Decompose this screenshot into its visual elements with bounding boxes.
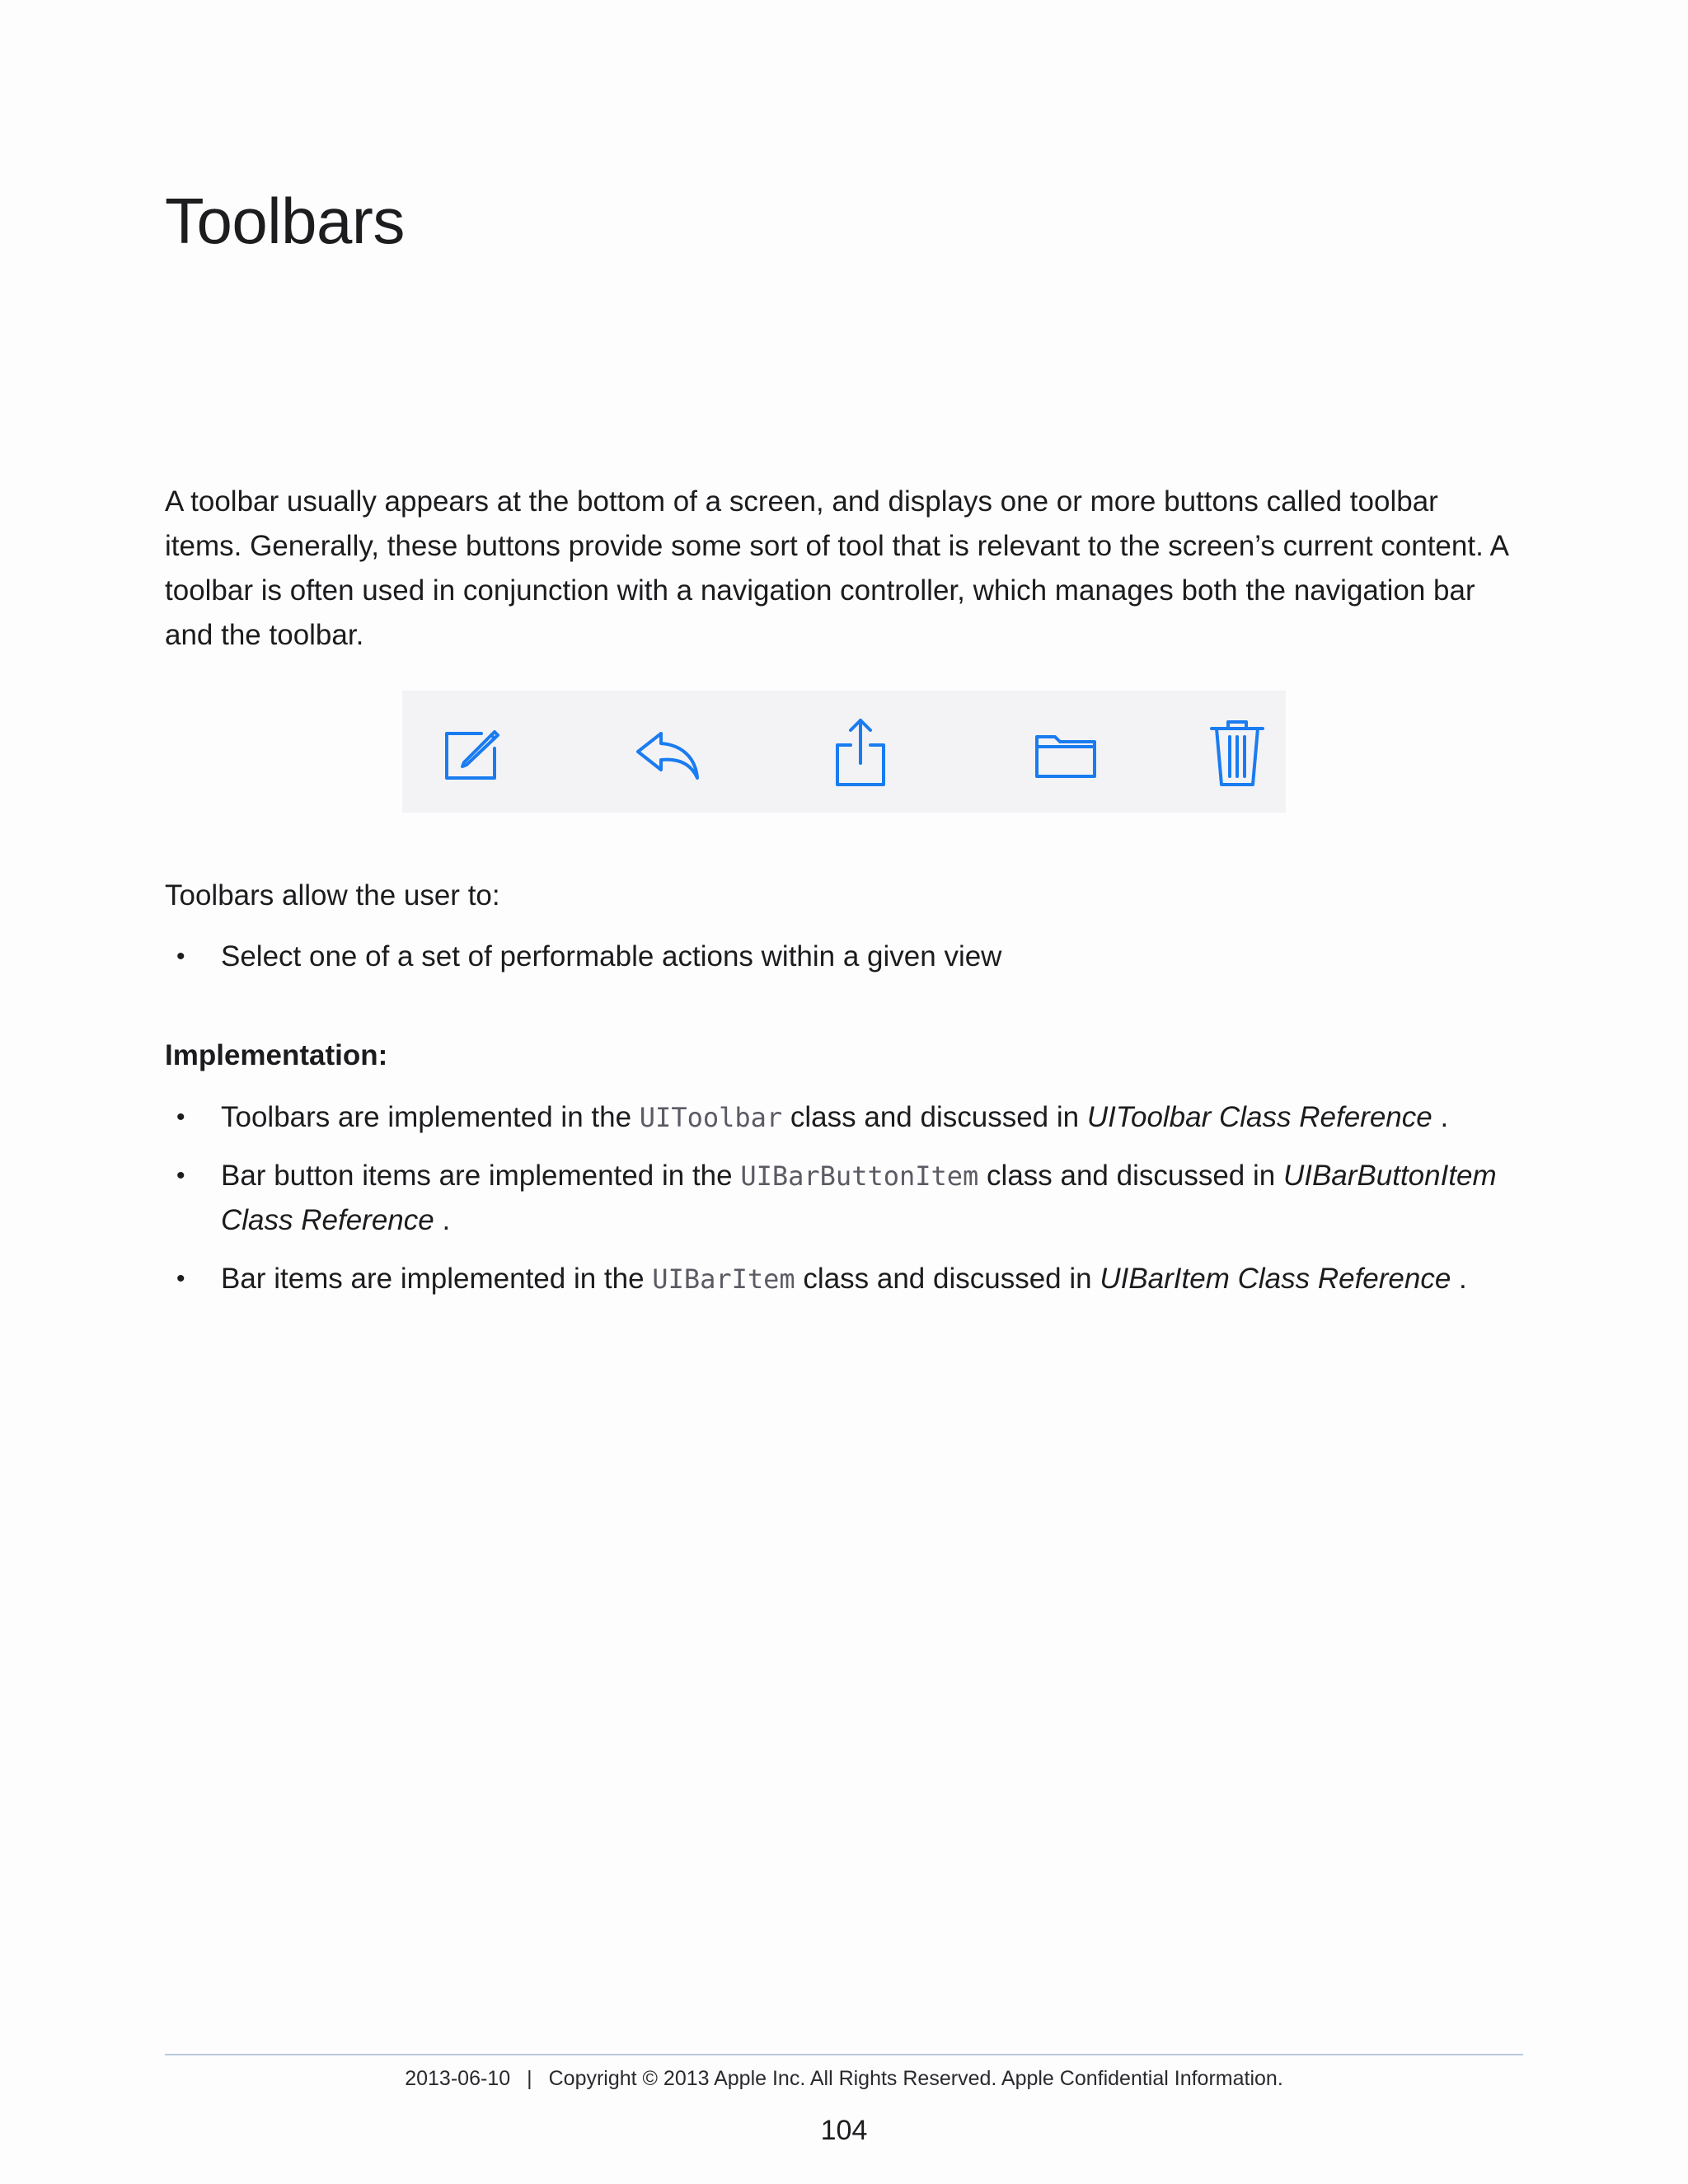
bullet: • xyxy=(176,1104,185,1131)
implementation-heading: Implementation: xyxy=(165,1039,388,1071)
intro-paragraph: A toolbar usually appears at the bottom of a screen, and displays one or more buttons called toolbar items. Generally, these buttons provide some sort of tool that is relevant to the screen’s current content. A toolbar is often used in conjunction with a navigation controller, which manages both the navigation bar and the toolbar. xyxy=(165,485,1508,651)
list-item-text-middle: class and discussed in xyxy=(782,1101,1087,1133)
list-item xyxy=(165,1154,1525,1243)
list-item xyxy=(165,1095,1525,1140)
class-reference-link[interactable]: UIBarButtonItem Class Reference xyxy=(221,1160,1497,1236)
share-icon[interactable] xyxy=(824,715,898,790)
list-item-text-before: Bar items are implemented in the xyxy=(221,1263,653,1295)
bullet: • xyxy=(176,1265,185,1292)
footer-divider xyxy=(165,2054,1523,2055)
reply-icon[interactable] xyxy=(630,715,704,790)
class-reference-link[interactable]: UIBarItem Class Reference xyxy=(1100,1263,1451,1295)
list-item-text-middle: class and discussed in xyxy=(978,1160,1283,1192)
folder-icon[interactable] xyxy=(1029,715,1103,790)
footer-date: 2013-06-10 xyxy=(405,2067,511,2090)
capabilities-lead: Toolbars allow the user to: xyxy=(165,879,500,912)
list-item-text-middle: class and discussed in xyxy=(795,1263,1100,1295)
class-reference-link[interactable]: UIToolbar Class Reference xyxy=(1086,1101,1432,1133)
class-name-code: UIBarItem xyxy=(652,1263,795,1295)
footer-separator: | xyxy=(527,2067,532,2090)
list-item xyxy=(165,935,1525,979)
bullet: • xyxy=(176,943,185,970)
list-item-text: Select one of a set of performable actions within a given view xyxy=(221,940,1002,972)
toolbar-example xyxy=(402,691,1286,813)
class-name-code: UIToolbar xyxy=(639,1102,783,1133)
list-item-text-before: Toolbars are implemented in the xyxy=(221,1101,640,1133)
capabilities-list xyxy=(165,935,1525,993)
list-item-text-after: . xyxy=(434,1204,451,1236)
footer xyxy=(0,2067,1688,2091)
page-number: 104 xyxy=(820,2115,868,2146)
class-name-code: UIBarButtonItem xyxy=(740,1160,979,1192)
list-item-text-before: Bar button items are implemented in the xyxy=(221,1160,741,1192)
page-title: Toolbars xyxy=(165,185,405,257)
bullet: • xyxy=(176,1162,185,1189)
compose-icon[interactable] xyxy=(434,715,508,790)
list-item-text-after: . xyxy=(1432,1101,1449,1133)
implementation-list xyxy=(165,1095,1525,1315)
list-item-text-after: . xyxy=(1451,1263,1467,1295)
trash-icon[interactable] xyxy=(1200,715,1274,790)
list-item xyxy=(165,1257,1525,1301)
footer-copyright: Copyright © 2013 Apple Inc. All Rights Reserved. Apple Confidential Information. xyxy=(548,2067,1283,2090)
